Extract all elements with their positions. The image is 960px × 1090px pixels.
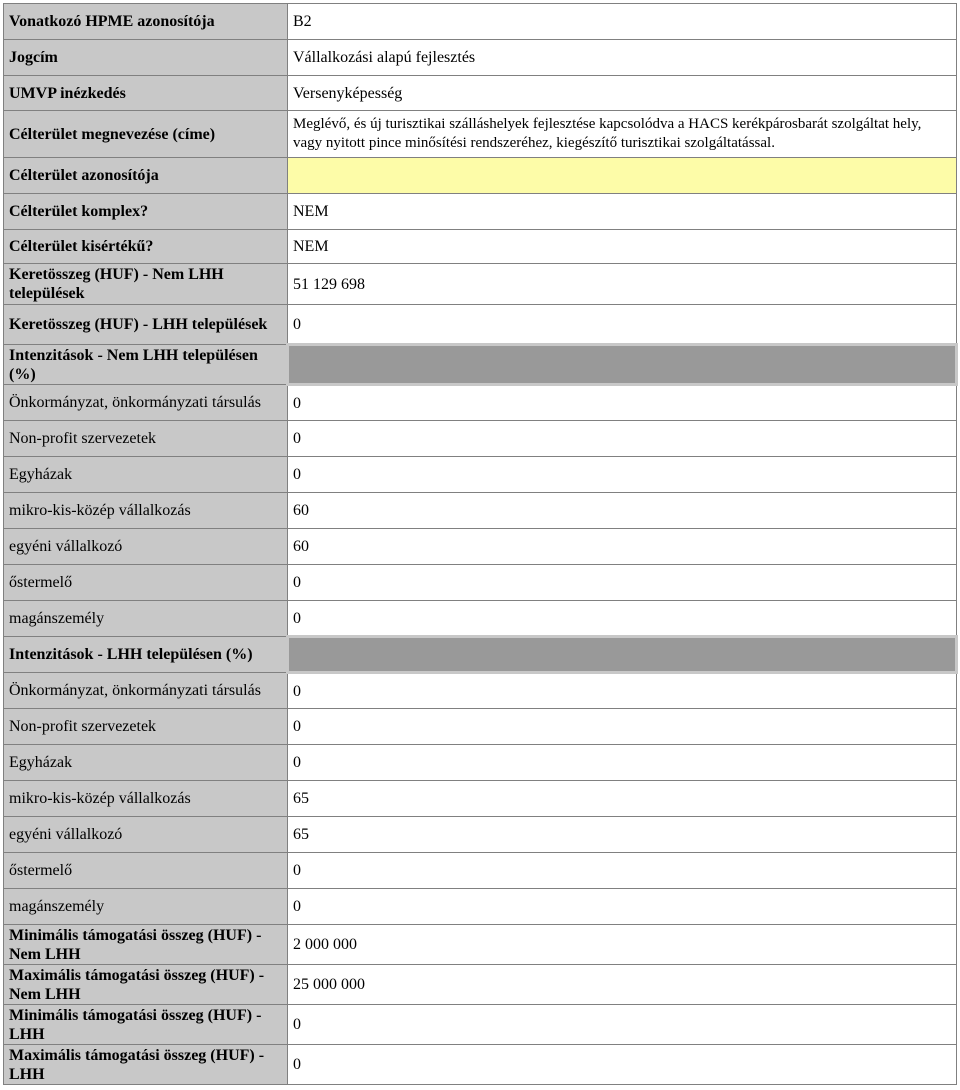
row-label: Vonatkozó HPME azonosítója	[4, 4, 288, 40]
row-value: 60	[288, 529, 957, 565]
row-value	[288, 345, 957, 385]
row-label: mikro-kis-közép vállalkozás	[4, 493, 288, 529]
row-value: Vállalkozási alapú fejlesztés	[288, 40, 957, 76]
row-value: 0	[288, 709, 957, 745]
table-row	[4, 781, 957, 817]
row-value: NEM	[288, 230, 957, 264]
row-label: Maximális támogatási összeg (HUF) - LHH	[4, 1045, 288, 1085]
table-row	[4, 385, 957, 421]
row-label: Keretösszeg (HUF) - LHH települések	[4, 305, 288, 345]
table-row	[4, 817, 957, 853]
target-area-table	[3, 3, 958, 1085]
table-row	[4, 745, 957, 781]
row-value: 0	[288, 601, 957, 637]
row-value: 0	[288, 1045, 957, 1085]
row-value: Versenyképesség	[288, 76, 957, 111]
table-row	[4, 925, 957, 965]
table-row	[4, 889, 957, 925]
table-row	[4, 1045, 957, 1085]
table-row	[4, 345, 957, 385]
row-label: Célterület azonosítója	[4, 158, 288, 194]
table-row	[4, 457, 957, 493]
table-row	[4, 421, 957, 457]
row-label: Keretösszeg (HUF) - Nem LHH települések	[4, 264, 288, 305]
table-row	[4, 158, 957, 194]
row-label: Jogcím	[4, 40, 288, 76]
row-label: Minimális támogatási összeg (HUF) - Nem LHH	[4, 925, 288, 965]
table-row	[4, 493, 957, 529]
table-row	[4, 709, 957, 745]
row-value: NEM	[288, 194, 957, 230]
row-label: Non-profit szervezetek	[4, 421, 288, 457]
row-value: 0	[288, 745, 957, 781]
row-value: 0	[288, 673, 957, 709]
row-label: Non-profit szervezetek	[4, 709, 288, 745]
row-label: Minimális támogatási összeg (HUF) - LHH	[4, 1005, 288, 1045]
row-value: 65	[288, 817, 957, 853]
row-label: Célterület komplex?	[4, 194, 288, 230]
row-value: 0	[288, 1005, 957, 1045]
table-row	[4, 194, 957, 230]
row-value: 25 000 000	[288, 965, 957, 1005]
row-label: Célterület megnevezése (címe)	[4, 111, 288, 158]
row-label: őstermelő	[4, 853, 288, 889]
row-value: 0	[288, 889, 957, 925]
row-value: 0	[288, 853, 957, 889]
row-label: magánszemély	[4, 601, 288, 637]
row-label: Célterület kisértékű?	[4, 230, 288, 264]
table-row	[4, 529, 957, 565]
row-label: UMVP inézkedés	[4, 76, 288, 111]
row-label: magánszemély	[4, 889, 288, 925]
table-row	[4, 565, 957, 601]
row-value	[288, 637, 957, 673]
table-row	[4, 601, 957, 637]
row-label: egyéni vállalkozó	[4, 817, 288, 853]
row-value: B2	[288, 4, 957, 40]
row-label: Önkormányzat, önkormányzati társulás	[4, 385, 288, 421]
row-value: 0	[288, 565, 957, 601]
row-label: Intenzitások - LHH településen (%)	[4, 637, 288, 673]
table-row	[4, 4, 957, 40]
row-value: Meglévő, és új turisztikai szálláshelyek fejlesztése kapcsolódva a HACS kerékpárosbarát szolgáltat hely, vagy nyitott pince minősítési rendszeréhez, kiegészítő turisztikai szolgáltatással.	[288, 111, 957, 158]
row-value: 0	[288, 385, 957, 421]
table-row	[4, 76, 957, 111]
row-label: Maximális támogatási összeg (HUF) - Nem LHH	[4, 965, 288, 1005]
row-label: mikro-kis-közép vállalkozás	[4, 781, 288, 817]
table-row	[4, 264, 957, 305]
row-value	[288, 158, 957, 194]
table-row	[4, 637, 957, 673]
row-value: 60	[288, 493, 957, 529]
table-row	[4, 305, 957, 345]
row-value: 0	[288, 305, 957, 345]
row-label: őstermelő	[4, 565, 288, 601]
table-row	[4, 230, 957, 264]
row-value: 0	[288, 421, 957, 457]
table-row	[4, 111, 957, 158]
table-row	[4, 40, 957, 76]
table-row	[4, 853, 957, 889]
row-value: 65	[288, 781, 957, 817]
table-row	[4, 673, 957, 709]
row-value: 51 129 698	[288, 264, 957, 305]
table-row	[4, 1005, 957, 1045]
row-label: egyéni vállalkozó	[4, 529, 288, 565]
row-value: 0	[288, 457, 957, 493]
row-label: Egyházak	[4, 457, 288, 493]
table-body	[4, 4, 957, 1085]
row-label: Intenzitások - Nem LHH településen (%)	[4, 345, 288, 385]
row-label: Egyházak	[4, 745, 288, 781]
row-label: Önkormányzat, önkormányzati társulás	[4, 673, 288, 709]
row-value: 2 000 000	[288, 925, 957, 965]
table-row	[4, 965, 957, 1005]
